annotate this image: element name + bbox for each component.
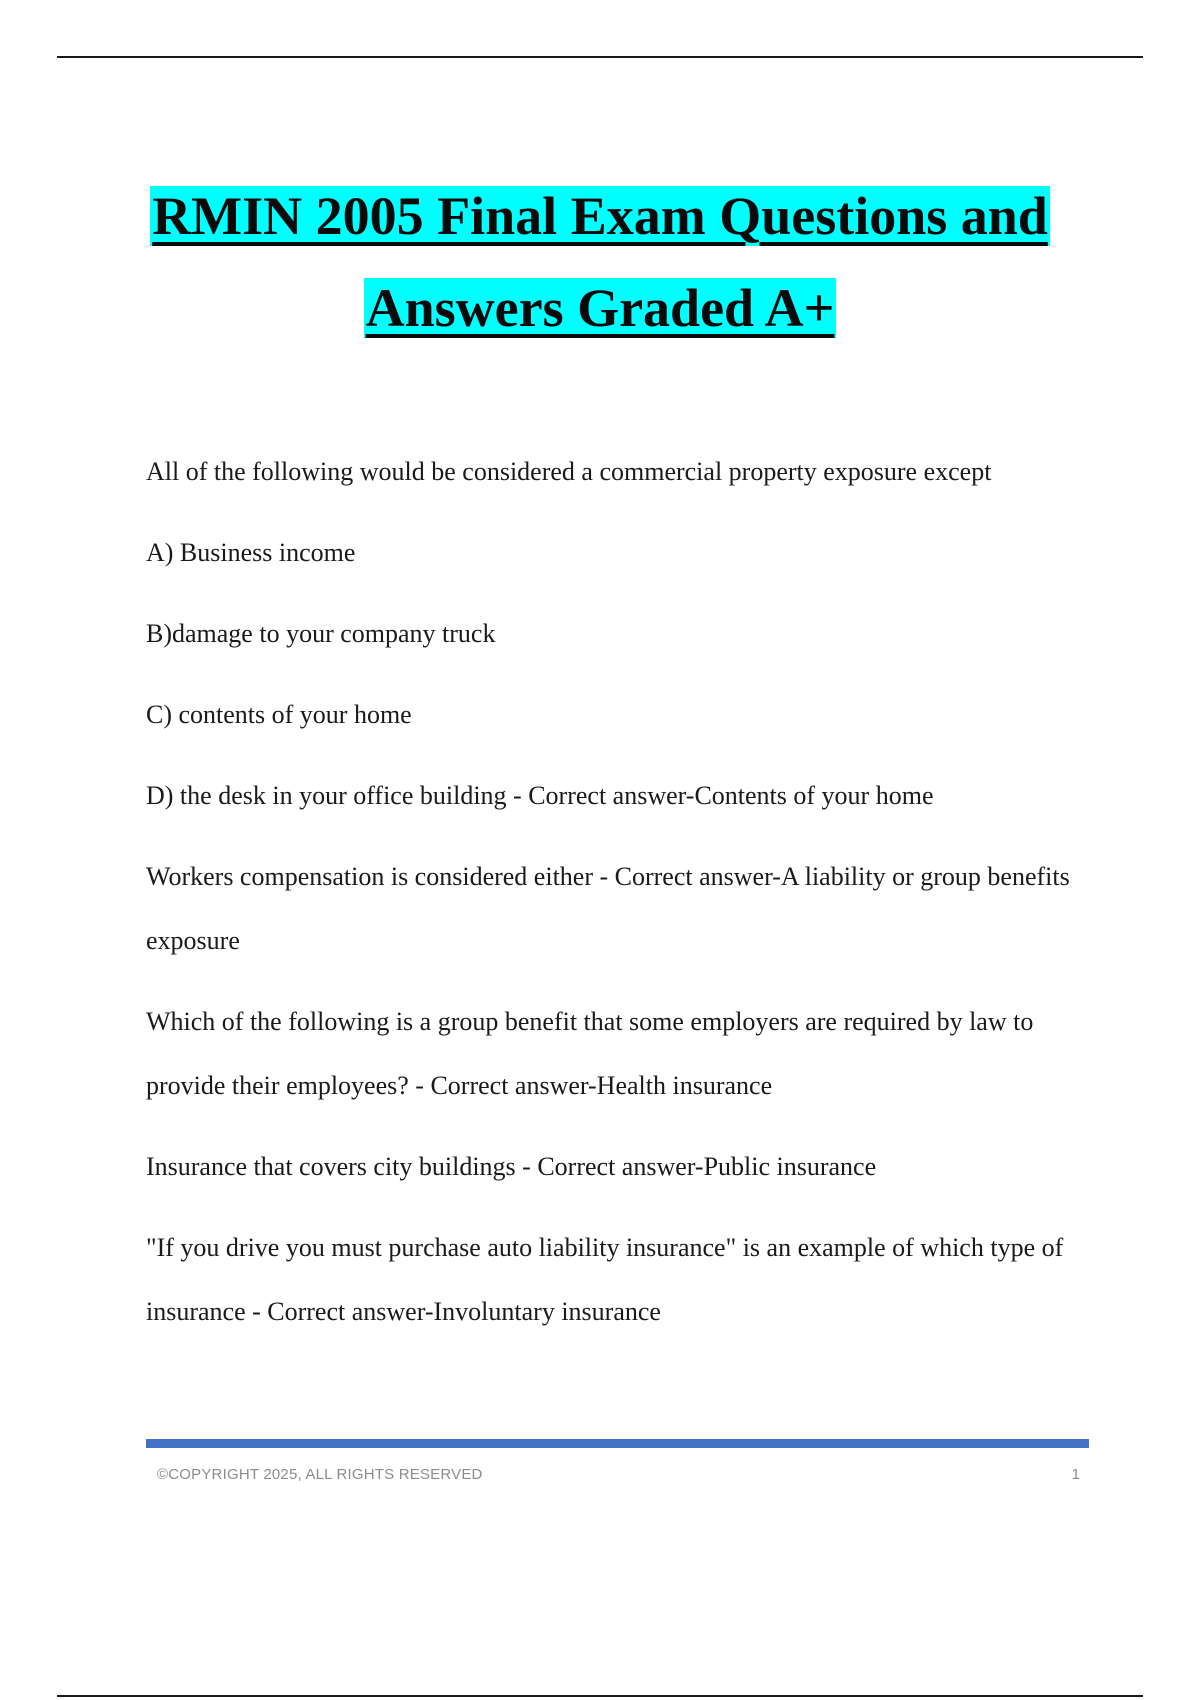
document-title (0, 170, 1200, 354)
document-body (146, 440, 1106, 1361)
question-1-option-d-answer: D) the desk in your office building - Correct answer-Contents of your home (146, 781, 934, 810)
question-1-stem: All of the following would be considered a commercial property exposure except (146, 457, 992, 486)
footer-divider-bar (146, 1439, 1089, 1448)
question-5: "If you drive you must purchase auto liability insurance" is an example of which type of insurance - Correct answer-Involuntary insurance (146, 1233, 1064, 1326)
page-bottom-rule (57, 1695, 1143, 1697)
title-line-1: RMIN 2005 Final Exam Questions and (152, 186, 1048, 246)
question-1-option-a: A) Business income (146, 538, 356, 567)
footer-copyright: ©COPYRIGHT 2025, ALL RIGHTS RESERVED (157, 1466, 483, 1483)
question-2: Workers compensation is considered either - Correct answer-A liability or group benefits exposure (146, 862, 1070, 955)
page-top-rule (57, 56, 1143, 58)
question-1-option-c: C) contents of your home (146, 700, 412, 729)
title-line-2: Answers Graded A+ (365, 278, 835, 338)
footer-page-number: 1 (1071, 1466, 1080, 1483)
question-3: Which of the following is a group benefit that some employers are required by law to provide their employees? - Correct answer-Health insurance (146, 1007, 1034, 1100)
question-4: Insurance that covers city buildings - Correct answer-Public insurance (146, 1152, 877, 1181)
question-1-option-b: B)damage to your company truck (146, 619, 496, 648)
